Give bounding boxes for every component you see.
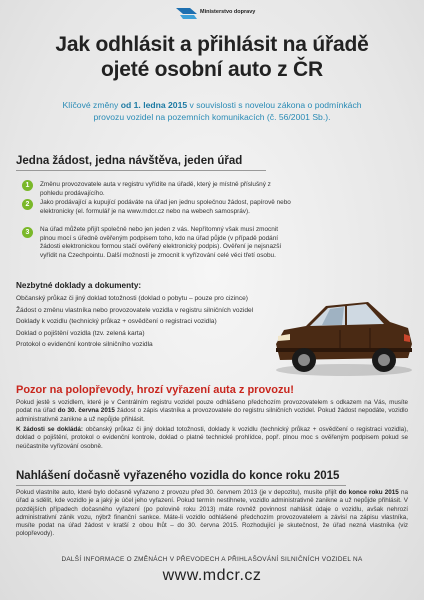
warning-heading: Pozor na polopřevody, hrozí vyřazení auta z provozu! [16,384,294,396]
deadline-date: do konce roku 2015 [338,489,399,496]
step-number-badge: 1 [22,180,33,191]
section-heading-one-request: Jedna žádost, jedna návštěva, jeden úřad [16,155,243,167]
heading-underline [16,485,346,486]
heading-underline [16,170,266,171]
paragraph-text: Pokud vlastníte auto, které bylo dočasně vyřazeno z provozu před 30. červnem 2013 (je v depozitu), musíte přijít [16,489,339,496]
temporary-removal-paragraph [16,489,408,539]
step-text: Jako prodávající a kupující podáváte na úřad jen jednu společnou žádost, papírově nebo elektronicky (el. formulář je na www.mdcr.cz nebo na webech samospráv). [40,199,291,215]
car-illustration [270,292,416,378]
paragraph-text: občanský průkaz či jiný doklad totožnosti, doklady k vozidlu (technický průkaz + osvědčení o registraci vozidla), doklad o pojištění, protokol o evidenční kontrole, doklad o platné technické prohlídce, popř. plnou moc s ověřeným podpisem pokud se neúčastníte vyřizování osobně. [16,426,409,450]
subtitle-date: od 1. ledna 2015 [120,100,188,110]
temporary-removal-heading: Nahlášení dočasně vyřazeného vozidla do konce roku 2015 [16,470,340,482]
paragraph-text: na úřad a sdělit, kde vozidlo je a jaký je účel jeho vyřazení. Pokud termín nestihnete, vozidlo administrativně zanikne a už nepůjde přihlásit. V pozdějších případech dočasného vyřazení (po polovině roku 2013) máte rovněž povinnost nahlásit údaje o vozidlu, avšak nehrozí administrativní zánik vozu, nýbrž finanční sankce. Máte-li vozidlo odhlášené předchozím provozovatelem a závisí na zápisu vlastníka, musíte podat na úřad žádost v kratší z obou lhůt – do 30. června 2015. Rozhodující je skutečnost, že úřad nezná vlastníka (viz polopřevody). [16,489,408,538]
subtitle-text: Klíčové změny [62,100,121,110]
list-item: Doklady k vozidlu (technický průkaz + osvědčení o registraci vozidla) [16,318,217,325]
title-line-2: ojeté osobní auto z ČR [101,58,323,82]
step-text: Změnu provozovatele auta v registru vyřídíte na úřadě, který je místně příslušný z pohledu prodávajícího. [40,181,271,197]
title-line-1: Jak odhlásit a přihlásit na úřadě [55,33,369,56]
step-number-badge: 2 [22,199,33,210]
paragraph-label: K žádosti se dokládá: [16,426,83,433]
footer-url-link[interactable]: www.mdcr.cz [162,567,262,584]
subtitle-text-end: v souvislosti s novelou zákona o podmínkách provozu vozidel na pozemních komunikacích (č. 56/2001 Sb.). [93,100,362,123]
step-number-badge: 3 [22,227,33,238]
paragraph-text: žádost o zápis vlastníka a provozovatele do registru silničních vozidel. Pokud žádost nepodáte, vozidlo administrativně zanikne a už nepůjde přihlásit. [16,407,408,423]
footer-info: DALŠÍ INFORMACE O ZMĚNÁCH V PŘEVODECH A PŘIHLAŠOVÁNÍ SILNIČNÍCH VOZIDEL NA [61,556,363,563]
ministry-name: Ministerstvo dopravy [200,9,256,15]
ministry-logo-icon [176,6,198,22]
step-text: Na úřad můžete přijít společně nebo jen jeden z vás. Nepřítomný však musí zmocnit plnou mocí s úředně ověřeným podpisem toho, kdo na úřad půjde (v případě podání žádosti elektronickou formou stačí ověřený elektronický podpis). Ověření je nejsnazší vyřídit na Czechpointu. Další možností je zmocnit k vyřízování celé věci třetí osobu. [40,226,282,259]
documents-heading: Nezbytné doklady a dokumenty: [16,281,142,290]
list-item: Doklad o pojištění vozidla (tzv. zelená karta) [16,329,145,337]
list-item: Protokol o evidenční kontrole silničního vozidla [16,341,153,348]
paragraph-text: Pokud jestě s vozidlem, které je v Centrálním registru vozidel pouze odhlášeno předchozím provozovatelem s odkazem na Vás, musíte podat na úřad [16,399,408,415]
warning-documents-paragraph [16,426,408,451]
page-title [0,32,424,82]
list-item: Žádost o změnu vlastníka nebo provozovatele vozidla v registru silničních vozidel [16,306,254,314]
warning-paragraph [16,399,408,424]
ministry-logo [176,6,266,24]
documents-list [16,294,306,352]
deadline-date: do 30. června 2015 [57,407,115,415]
subtitle [50,99,374,123]
list-item: Občanský průkaz či jiný doklad totožnosti (doklad o pobytu – pouze pro cizince) [16,295,249,302]
